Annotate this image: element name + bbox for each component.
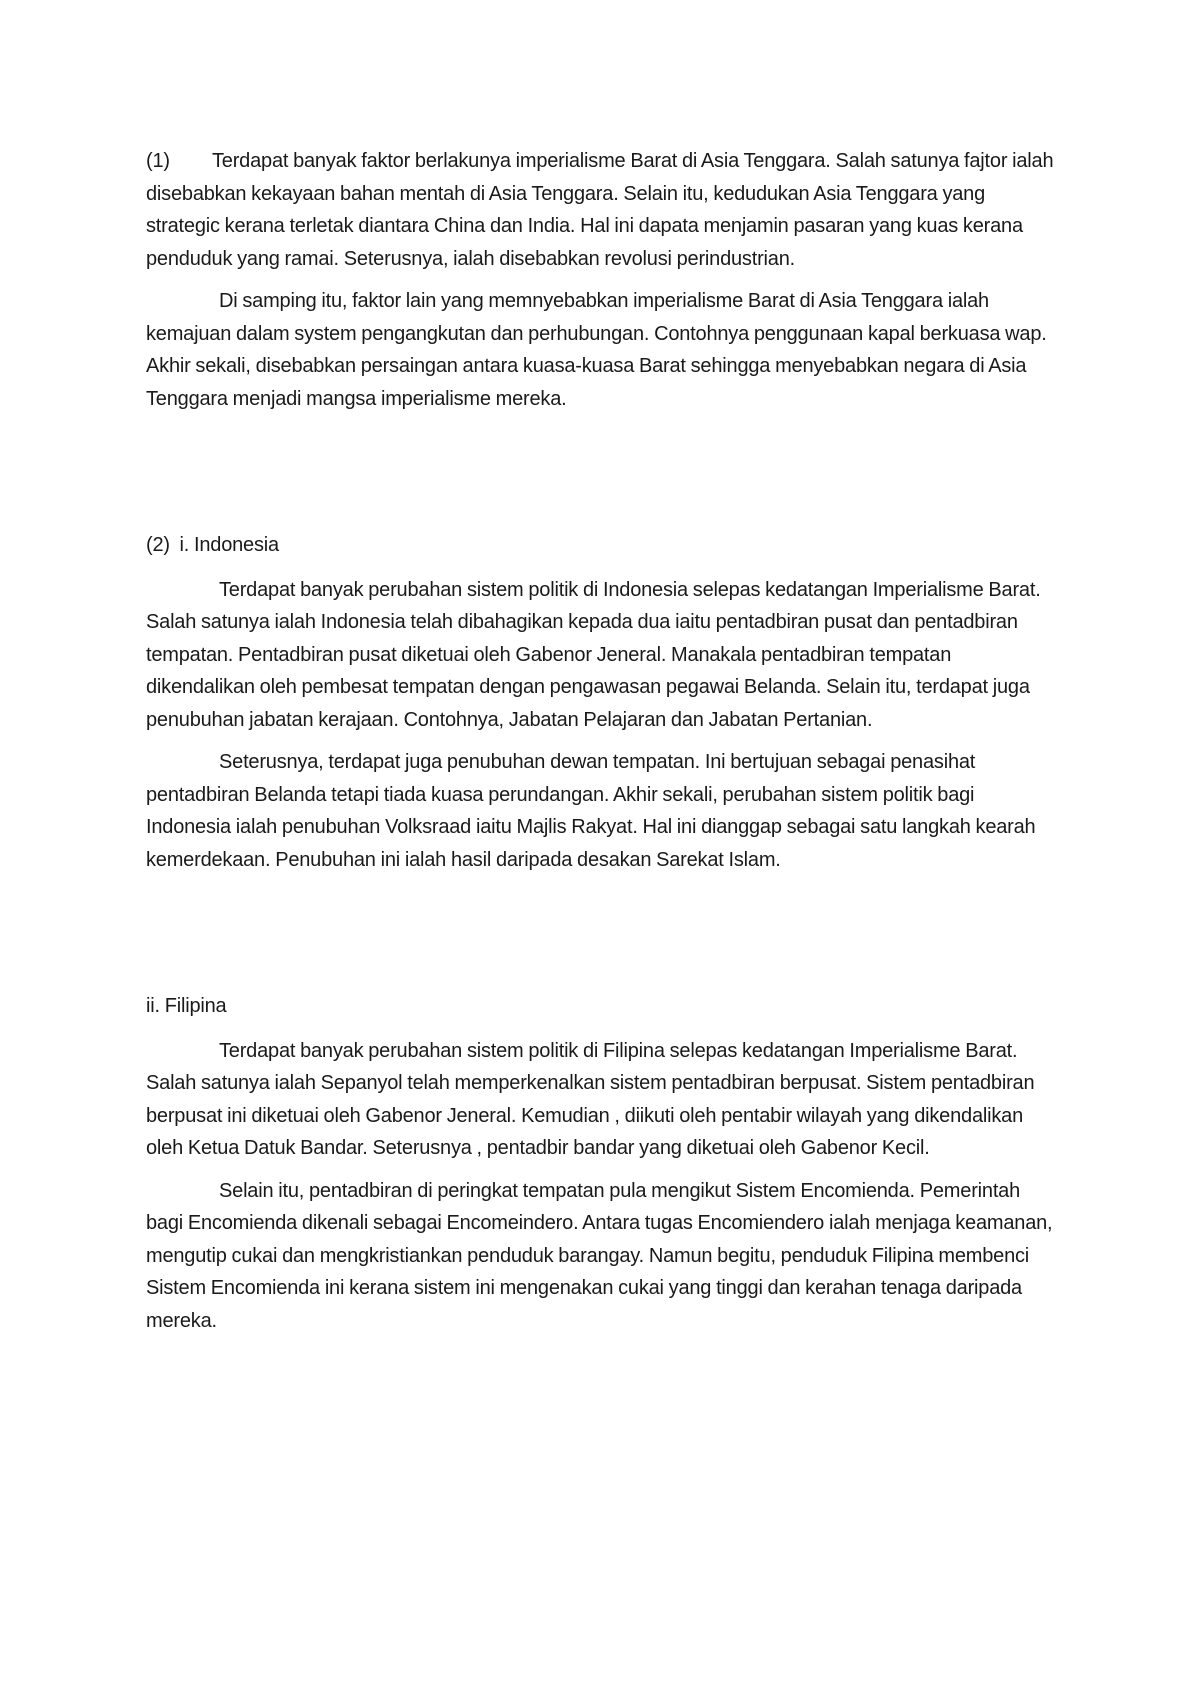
section-1-paragraph-1 <box>146 145 1056 275</box>
section-2-heading: (2) i. Indonesia <box>146 534 279 556</box>
section-3-heading: ii. Filipina <box>146 995 227 1017</box>
document-body <box>146 145 1056 1337</box>
section-1-paragraph-1-text: Terdapat banyak faktor berlakunya imperialisme Barat di Asia Tenggara. Salah satunya fajtor ialah disebabkan kekayaan bahan mentah di Asia Tenggara. Selain itu, kedudukan Asia Tenggara yang strategic kerana terletak diantara China dan India. Hal ini dapata menjamin pasaran yang kuas kerana penduduk yang ramai. Seterusnya, ialah disebabkan revolusi perindustrian. <box>146 150 1054 270</box>
section-3-paragraph-2: Selain itu, pentadbiran di peringkat tempatan pula mengikut Sistem Encomienda. Pemerintah bagi Encomienda dikenali sebagai Encomeindero. Antara tugas Encomiendero ialah menjaga keamanan, mengutip cukai dan mengkristiankan penduduk barangay. Namun begitu, penduduk Filipina membenci Sistem Encomienda ini kerana sistem ini mengenakan cukai yang tinggi dan kerahan tenaga daripada mereka. <box>146 1179 1053 1332</box>
section-1-number: (1) <box>146 150 170 172</box>
section-3-paragraph-1: Terdapat banyak perubahan sistem politik di Filipina selepas kedatangan Imperialisme Barat. Salah satunya ialah Sepanyol telah memperkenalkan sistem pentadbiran berpusat. Sistem pentadbiran berpusat ini diketuai oleh Gabenor Jeneral. Kemudian , diikuti oleh pentabir wilayah yang dikendalikan oleh Ketua Datuk Bandar. Seterusnya , pentadbir bandar yang diketuai oleh Gabenor Kecil. <box>146 1039 1035 1159</box>
section-1-paragraph-2: Di samping itu, faktor lain yang memnyebabkan imperialisme Barat di Asia Tenggara ialah kemajuan dalam system pengangkutan dan perhubungan. Contohnya penggunaan kapal berkuasa wap. Akhir sekali, disebabkan persaingan antara kuasa-kuasa Barat sehingga menyebabkan negara di Asia Tenggara menjadi mangsa imperialisme mereka. <box>146 290 1047 410</box>
section-2-paragraph-1: Terdapat banyak perubahan sistem politik di Indonesia selepas kedatangan Imperialisme Barat. Salah satunya ialah Indonesia telah dibahagikan kepada dua iaitu pentadbiran pusat dan pentadbiran tempatan. Pentadbiran pusat diketuai oleh Gabenor Jeneral. Manakala pentadbiran tempatan dikendalikan oleh pembesat tempatan dengan pengawasan pegawai Belanda. Selain itu, terdapat juga penubuhan jabatan kerajaan. Contohnya, Jabatan Pelajaran dan Jabatan Pertanian. <box>146 578 1041 731</box>
section-2-paragraph-2: Seterusnya, terdapat juga penubuhan dewan tempatan. Ini bertujuan sebagai penasihat pentadbiran Belanda tetapi tiada kuasa perundangan. Akhir sekali, perubahan sistem politik bagi Indonesia ialah penubuhan Volksraad iaitu Majlis Rakyat. Hal ini dianggap sebagai satu langkah kearah kemerdekaan. Penubuhan ini ialah hasil daripada desakan Sarekat Islam. <box>146 751 1036 871</box>
